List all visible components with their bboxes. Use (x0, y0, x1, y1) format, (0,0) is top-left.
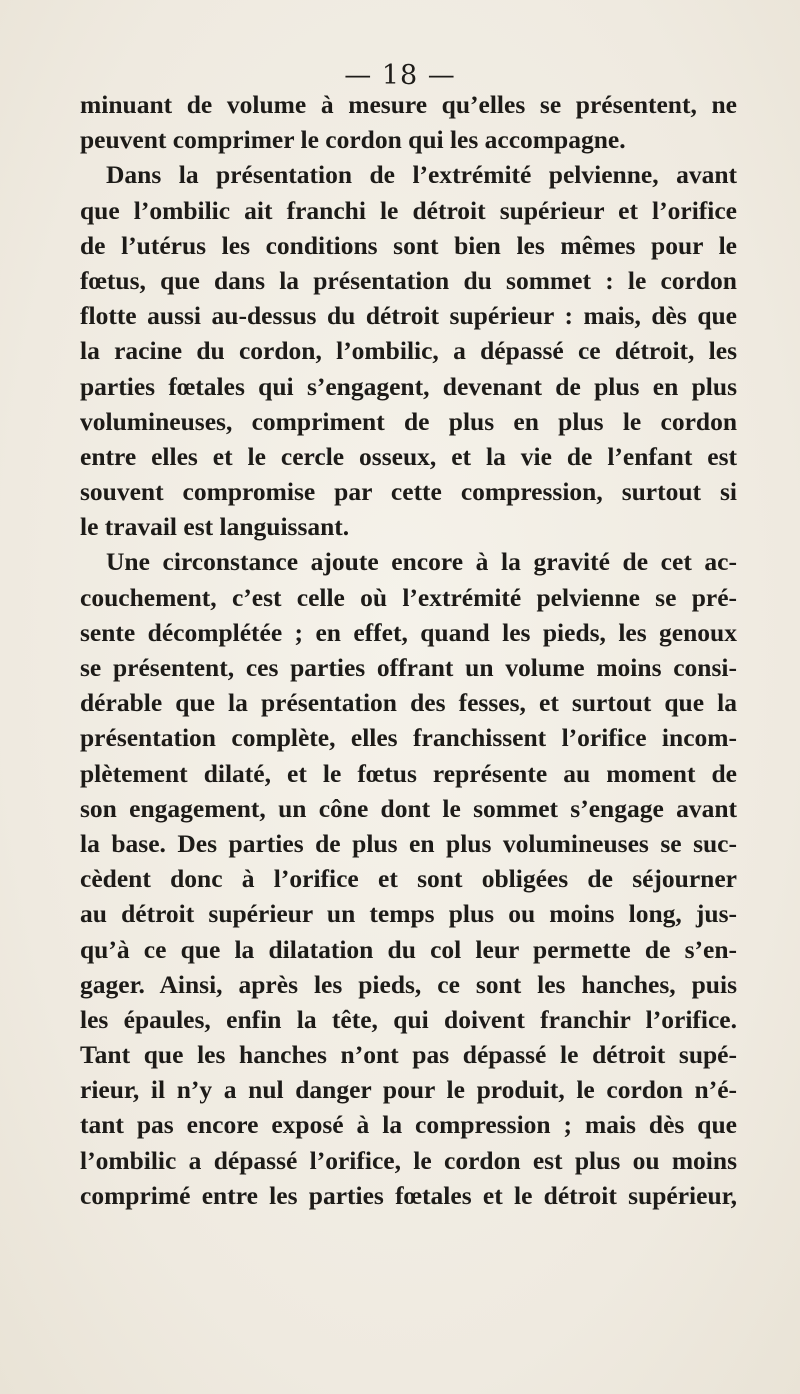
text-line: les épaules, enfin la tête, qui doivent franchir l’orifice. (80, 1004, 737, 1034)
text-line: minuant de volume à mesure qu’elles se présentent, ne (80, 90, 737, 119)
text-line: flotte aussi au-dessus du détroit supérieur : mais, dès que (80, 301, 737, 331)
text-line: de l’utérus les conditions sont bien les mêmes pour le (80, 230, 737, 260)
text-line: la racine du cordon, l’ombilic, a dépassé ce détroit, les (80, 336, 737, 366)
text-line: gager. Ainsi, après les pieds, ce sont les hanches, puis (80, 969, 737, 999)
text-line: cèdent donc à l’orifice et sont obligées de séjourner (80, 864, 737, 894)
text-line: le travail est languissant. (80, 512, 350, 542)
text-line: sente décomplétée ; en effet, quand les pieds, les genoux (80, 617, 737, 647)
text-line: fœtus, que dans la présentation du sommet : le cordon (80, 265, 737, 295)
text-line: dérable que la présentation des fesses, et surtout que la (80, 688, 737, 718)
text-line: que l’ombilic ait franchi le détroit supérieur et l’orifice (80, 195, 737, 225)
text-line: Tant que les hanches n’ont pas dépassé le détroit supé- (80, 1040, 737, 1070)
text-line: l’ombilic a dépassé l’orifice, le cordon est plus ou moins (80, 1145, 737, 1175)
body-text (80, 87, 737, 1213)
text-line: la base. Des parties de plus en plus volumineuses se suc- (80, 828, 737, 858)
page-number: — 18 — (344, 60, 456, 91)
text-line: au détroit supérieur un temps plus ou moins long, jus- (80, 899, 737, 929)
text-line: volumineuses, compriment de plus en plus le cordon (80, 406, 737, 436)
text-line: parties fœtales qui s’engagent, devenant de plus en plus (80, 371, 737, 401)
text-line: plètement dilaté, et le fœtus représente au moment de (80, 758, 737, 788)
text-line: son engagement, un cône dont le sommet s’engage avant (80, 793, 737, 823)
text-line: couchement, c’est celle où l’extrémité pelvienne se pré- (80, 582, 737, 612)
text-line: Une circonstance ajoute encore à la gravité de cet ac- (106, 547, 737, 577)
text-line: présentation complète, elles franchissent l’orifice incom- (80, 723, 737, 753)
text-line: rieur, il n’y a nul danger pour le produit, le cordon n’é- (80, 1075, 737, 1105)
text-line: comprimé entre les parties fœtales et le détroit supérieur, (80, 1180, 737, 1210)
text-line: tant pas encore exposé à la compression ; mais dès que (80, 1110, 737, 1140)
text-line: souvent compromise par cette compression, surtout si (80, 477, 737, 507)
text-line: se présentent, ces parties offrant un volume moins consi- (80, 653, 737, 682)
text-line: qu’à ce que la dilatation du col leur permette de s’en- (80, 934, 737, 964)
text-line: entre elles et le cercle osseux, et la vie de l’enfant est (80, 441, 737, 471)
text-line: Dans la présentation de l’extrémité pelvienne, avant (106, 160, 737, 190)
text-line: peuvent comprimer le cordon qui les accompagne. (80, 125, 626, 155)
